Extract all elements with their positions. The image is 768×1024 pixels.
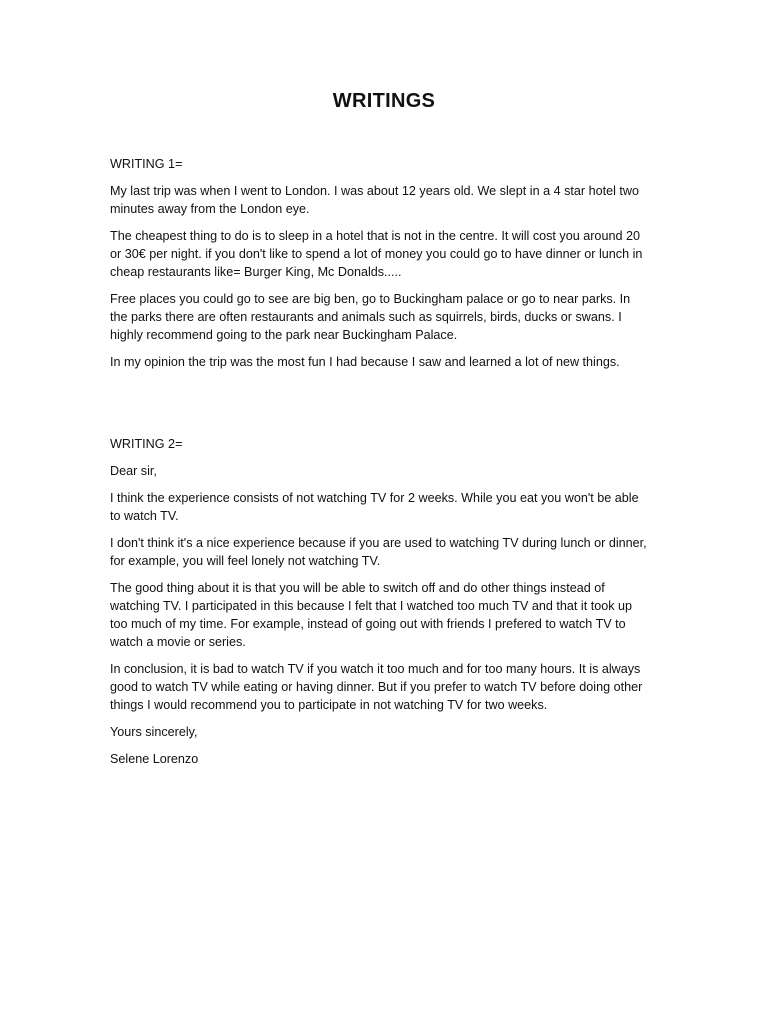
writing-1-paragraph: Free places you could go to see are big ben, go to Buckingham palace or go to near parks. In the parks there are often restaurants and animals such as squirrels, birds, ducks or swans. I highly recommend going to the park near Buckingham Palace. [110,292,631,342]
writing-2-heading: WRITING 2= [110,437,183,451]
writing-2-paragraph: I think the experience consists of not watching TV for 2 weeks. While you eat you won't be able to watch TV. [110,491,639,523]
writing-2-paragraph: I don't think it's a nice experience because if you are used to watching TV during lunch or dinner, for example, you will feel lonely not watching TV. [110,536,647,568]
writing-1-paragraph: The cheapest thing to do is to sleep in a hotel that is not in the centre. It will cost you around 20 or 30€ per night. if you don't like to spend a lot of money you could go to have dinner or lunch in cheap restaurants like= Burger King, Mc Donalds..... [110,229,643,279]
writing-2-paragraph: The good thing about it is that you will be able to switch off and do other things instead of watching TV. I participated in this because I felt that I watched too much TV and that it took up too much of my time. For example, instead of going out with friends I prefered to watch TV to watch a movie or series. [110,581,633,649]
document-title: WRITINGS [332,90,436,112]
writing-2-section [110,435,650,777]
letter-greeting: Dear sir, [110,464,157,478]
letter-signature: Selene Lorenzo [110,752,199,766]
writing-2-paragraph: In conclusion, it is bad to watch TV if you watch it too much and for too many hours. It is always good to watch TV while eating or having dinner. But if you prefer to watch TV before doing other things I would recommend you to participate in not watching TV for two weeks. [110,662,643,712]
writing-1-section [110,155,650,380]
writing-1-paragraph: In my opinion the trip was the most fun I had because I saw and learned a lot of new things. [110,355,620,369]
letter-closing: Yours sincerely, [110,725,198,739]
writing-1-paragraph: My last trip was when I went to London. I was about 12 years old. We slept in a 4 star hotel two minutes away from the London eye. [110,184,639,216]
writing-1-heading: WRITING 1= [110,157,183,171]
